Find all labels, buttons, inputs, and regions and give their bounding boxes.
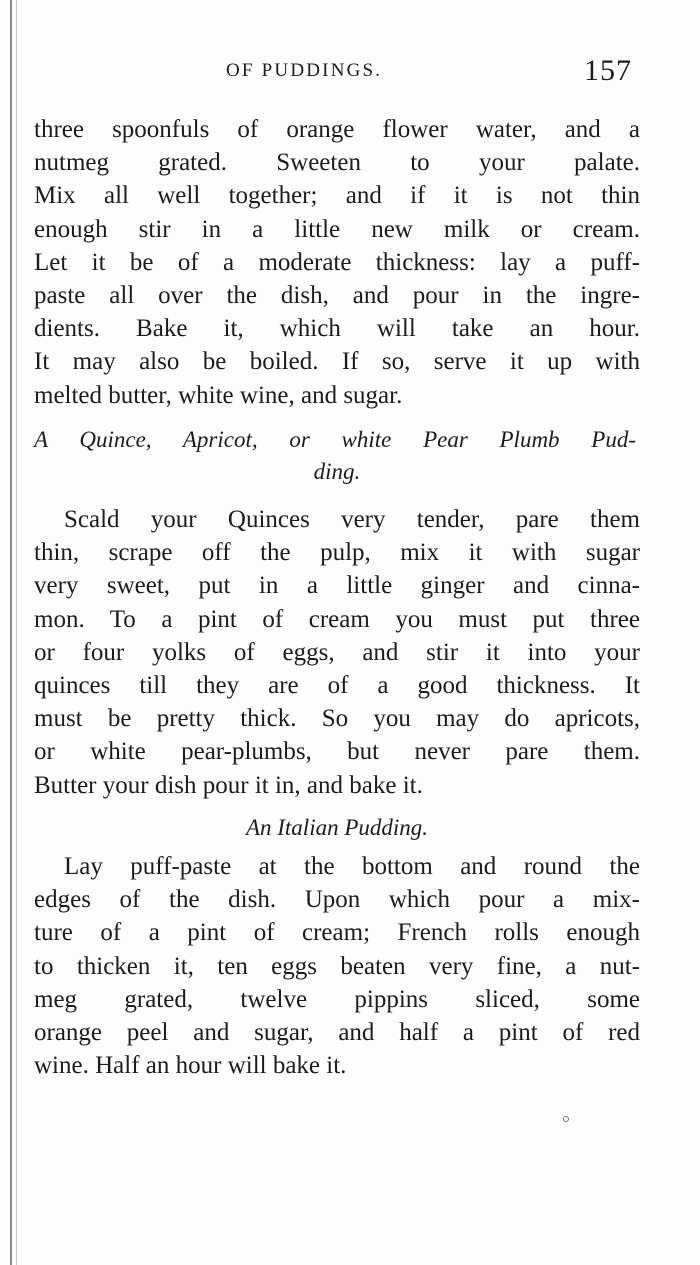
text-line: or white pear-plumbs, but never pare them. <box>34 738 640 766</box>
text-line: thin, scrape off the pulp, mix it with sugar <box>34 539 640 567</box>
page-binding-shadow <box>16 0 17 1265</box>
page-number: 157 <box>584 54 632 87</box>
quince-pudding-text <box>34 503 640 802</box>
text-line: Butter your dish pour it in, and bake it. <box>34 771 423 799</box>
heading-line: An Italian Pudding. <box>245 815 429 840</box>
text-line: wine. Half an hour will bake it. <box>34 1052 347 1080</box>
text-line: orange peel and sugar, and half a pint of red <box>34 1018 640 1046</box>
text-line: dients. Bake it, which will take an hour. <box>34 315 640 343</box>
ink-speck <box>563 1116 569 1122</box>
text-line: paste all over the dish, and pour in the ingre- <box>34 281 640 309</box>
text-line: enough stir in a little new milk or cream. <box>34 215 640 243</box>
text-line: ture of a pint of cream; French rolls enough <box>34 919 640 947</box>
text-line: Let it be of a moderate thickness: lay a puff- <box>34 248 640 276</box>
text-line: meg grated, twelve pippins sliced, some <box>34 985 640 1013</box>
text-line: or four yolks of eggs, and stir it into your <box>34 638 640 666</box>
text-line: melted butter, white wine, and sugar. <box>34 381 403 409</box>
continued-recipe-text <box>34 113 640 412</box>
text-line: Lay puff-paste at the bottom and round the <box>64 853 640 880</box>
text-line: Scald your Quinces very tender, pare them <box>64 506 640 533</box>
recipe-heading-italian-pudding <box>34 812 640 844</box>
heading-line: A Quince, Apricot, or white Pear Plumb Pud- <box>34 427 636 452</box>
text-line: mon. To a pint of cream you must put three <box>34 605 640 633</box>
heading-line: ding. <box>313 459 361 484</box>
text-line: quinces till they are of a good thickness. It <box>34 671 640 699</box>
text-line: must be pretty thick. So you may do apricots, <box>34 705 640 733</box>
text-line: very sweet, put in a little ginger and cinna- <box>34 572 640 600</box>
text-line: edges of the dish. Upon which pour a mix- <box>34 886 640 914</box>
running-head <box>0 54 700 92</box>
italian-pudding-text <box>34 850 640 1082</box>
text-line: nutmeg grated. Sweeten to your palate. <box>34 149 640 177</box>
text-line: three spoonfuls of orange flower water, and a <box>34 116 640 143</box>
running-head-title: OF PUDDINGS. <box>226 60 383 81</box>
text-line: to thicken it, ten eggs beaten very fine, a nut- <box>34 952 640 980</box>
text-line: Mix all well together; and if it is not thin <box>34 182 640 210</box>
page-binding-edge <box>10 0 12 1265</box>
recipe-heading-quince-pudding <box>34 424 640 488</box>
text-line: It may also be boiled. If so, serve it up with <box>34 348 640 376</box>
